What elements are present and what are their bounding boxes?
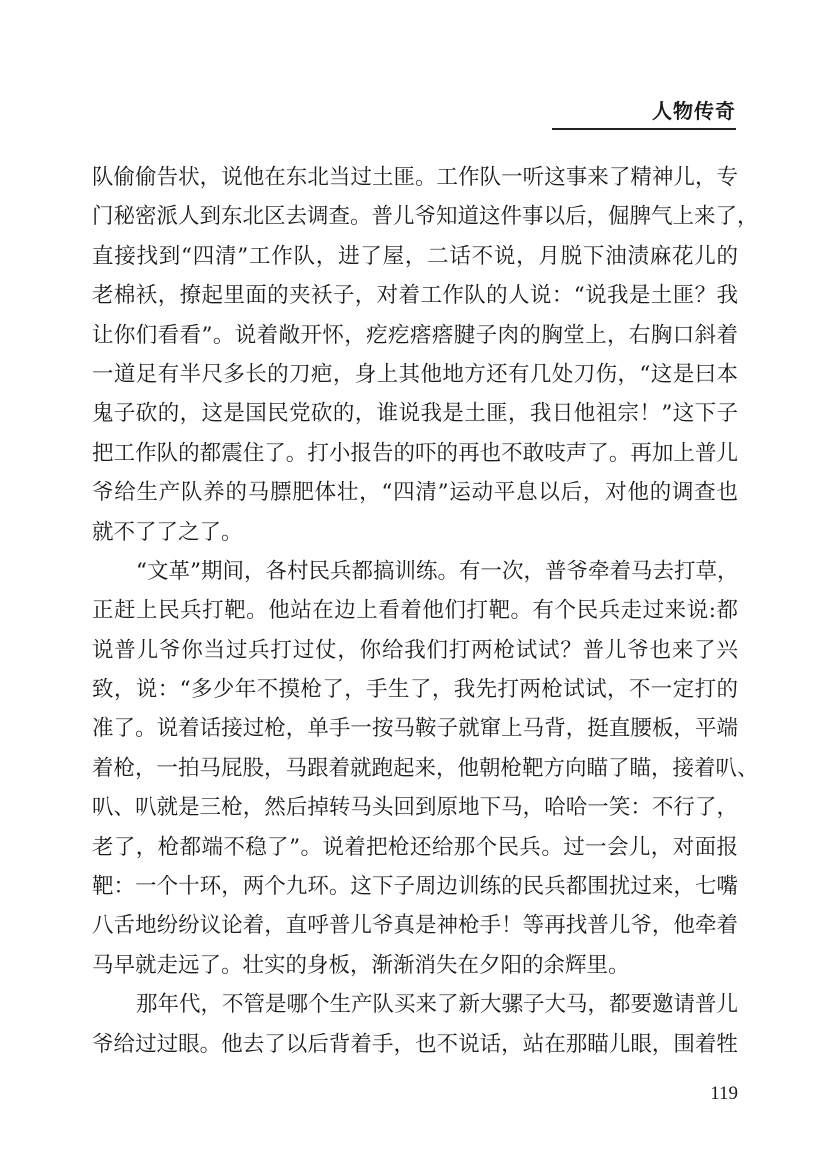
text-line: 老了，枪都端不稳了”。说着把枪还给那个民兵。过一会儿，对面报 xyxy=(92,834,738,860)
text-line: 致，说：“多少年不摸枪了，手生了，我先打两枪试试，不一定打的 xyxy=(92,677,738,703)
section-title: 人物传奇 xyxy=(652,99,736,123)
running-header xyxy=(552,98,736,130)
text-line: 靶：一个十环，两个九环。这下子周边训练的民兵都围扰过来，七嘴 xyxy=(92,874,738,900)
text-line: 就不了了之了。 xyxy=(92,519,243,545)
text-line: 把工作队的都震住了。打小报告的吓的再也不敢吱声了。再加上普儿 xyxy=(92,440,738,466)
text-line: 着枪，一拍马屁股，马跟着就跑起来，他朝枪靶方向瞄了瞄，接着叭、 xyxy=(92,755,759,781)
text-line: 爷给过过眼。他去了以后背着手，也不说话，站在那瞄儿眼，围着牲 xyxy=(92,1031,738,1057)
text-line: 叭、叭就是三枪，然后掉转马头回到原地下马，哈哈一笑：不行了， xyxy=(92,795,738,821)
text-line: 队偷偷告状，说他在东北当过土匪。工作队一听这事来了精神儿，专 xyxy=(92,165,738,190)
page-number: 119 xyxy=(710,1083,738,1104)
text-line: 说普儿爷你当过兵打过仗，你给我们打两枪试试？普儿爷也来了兴 xyxy=(92,637,738,663)
text-line: 爷给生产队养的马膘肥体壮，“四清”运动平息以后，对他的调查也 xyxy=(92,480,738,506)
text-line: 直接找到“四清”工作队，进了屋，二话不说，月脱下油渍麻花儿的 xyxy=(92,243,738,269)
text-line: 正赶上民兵打靶。他站在边上看着他们打靶。有个民兵走过来说:都 xyxy=(92,598,738,624)
body-text xyxy=(92,158,759,1064)
text-line: 八舌地纷纷议论着，直呼普儿爷真是神枪手！等再找普儿爷，他牵着 xyxy=(92,913,738,939)
text-line: 鬼子砍的，这是国民党砍的，谁说我是土匪，我日他祖宗！”这下子 xyxy=(92,401,738,427)
text-line: 准了。说着话接过枪，单手一按马鞍子就窜上马背，挺直腰板，平端 xyxy=(92,716,738,742)
text-line: 一道足有半尺多长的刀疤，身上其他地方还有几处刀伤，“这是曰本 xyxy=(92,361,738,387)
text-line: 马早就走远了。壮实的身板，渐渐消失在夕阳的余辉里。 xyxy=(92,952,630,978)
text-line: 门秘密派人到东北区去调查。普儿爷知道这件事以后，倔脾气上来了， xyxy=(92,204,759,230)
text-line: 老棉袄，撩起里面的夹袄子，对着工作队的人说：“说我是土匪？我 xyxy=(92,283,738,309)
text-line: 那年代，不管是哪个生产队买来了新大骡子大马，都要邀请普儿 xyxy=(136,992,739,1018)
text-line: “文革”期间，各村民兵都搞训练。有一次，普爷牵着马去打草， xyxy=(136,558,739,584)
text-line: 让你们看看”。说着敞开怀，疙疙瘩瘩腱子肉的胸堂上，右胸口斜着 xyxy=(92,322,738,348)
